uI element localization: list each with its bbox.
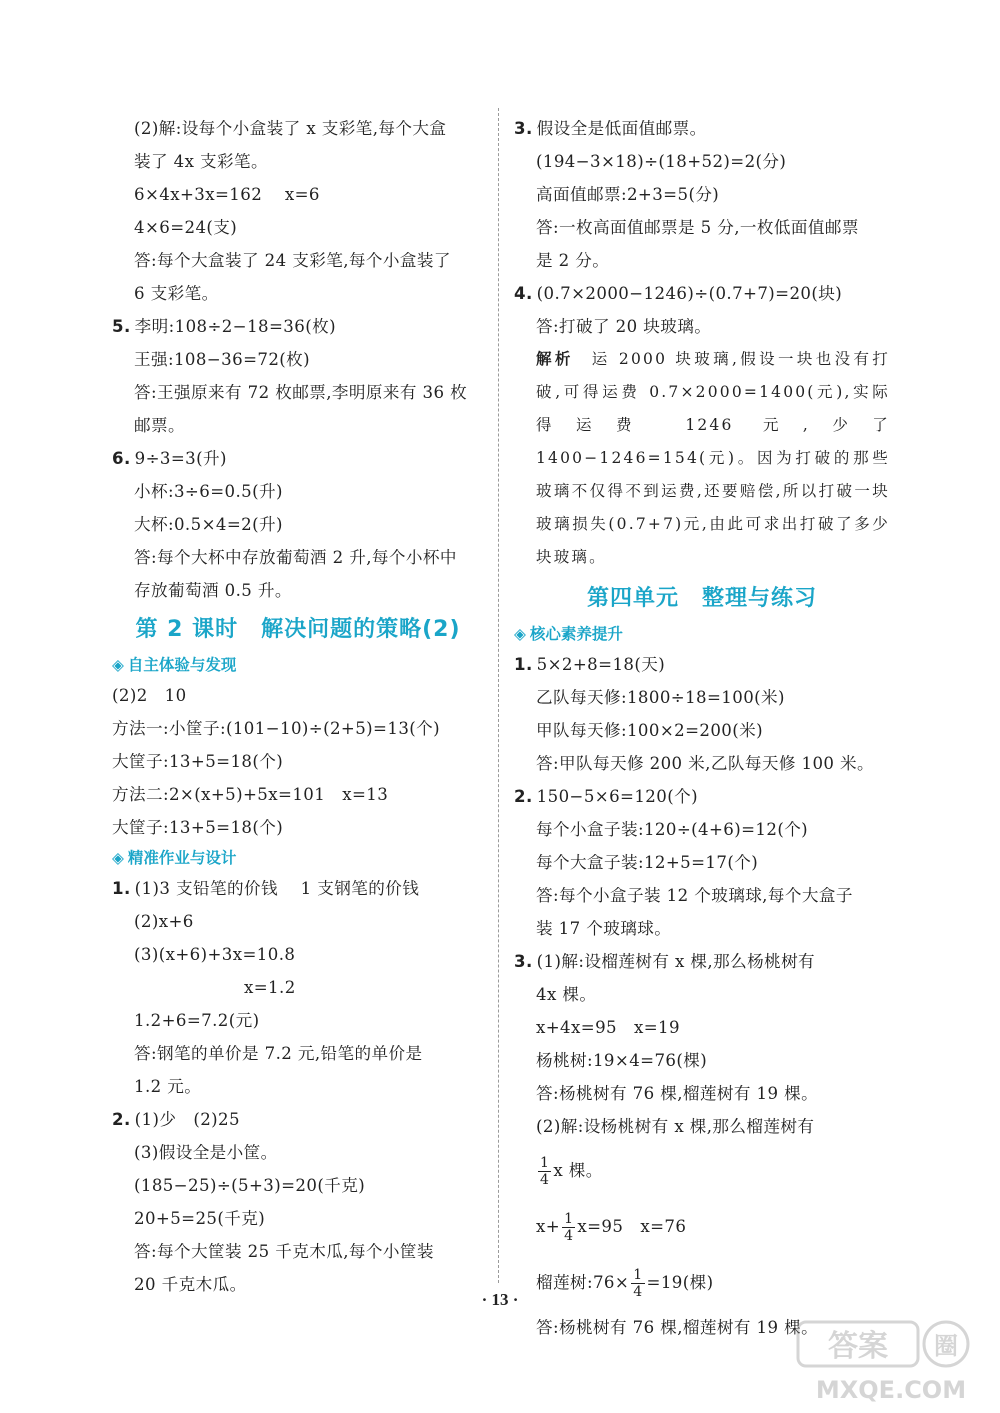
- question-number: 3.: [514, 952, 533, 971]
- answer-line: 答:杨桃树有 76 棵,榴莲树有 19 棵。: [536, 1084, 819, 1103]
- question-5: [112, 310, 484, 343]
- fraction-denominator: 4: [633, 1284, 643, 1300]
- fraction-numerator: 1: [564, 1211, 574, 1227]
- answer-line: (1)解:设榴莲树有 x 棵,那么杨桃树有: [536, 952, 816, 971]
- answer-line: 小杯:3÷6=0.5(升): [134, 482, 283, 501]
- answer-line: 王强:108−36=72(枚): [134, 350, 311, 369]
- svg-text:答案: 答案: [828, 1329, 888, 1364]
- answer-line: (185−25)÷(5+3)=20(千克): [134, 1176, 366, 1195]
- answer-line: (2)解:设每个小盒装了 x 支彩笔,每个大盒: [134, 119, 447, 138]
- answer-line: 答:每个大杯中存放葡萄酒 2 升,每个小杯中: [134, 548, 457, 567]
- answer-line: 150−5×6=120(个): [536, 787, 698, 806]
- fraction: [538, 1155, 551, 1188]
- unit-question-2: [514, 780, 890, 813]
- answer-line: 高面值邮票:2+3=5(分): [536, 185, 720, 204]
- fraction-numerator: 1: [633, 1267, 643, 1283]
- answer-line: 6×4x+3x=162 x=6: [134, 185, 320, 204]
- section-heading: [112, 844, 484, 872]
- left-column: [112, 112, 484, 1301]
- fraction-denominator: 4: [564, 1228, 574, 1244]
- answer-line: 是 2 分。: [536, 251, 610, 270]
- answer-line: 邮票。: [134, 416, 185, 435]
- answer-line: (3)(x+6)+3x=10.8: [134, 945, 296, 964]
- answer-line: 答:每个大筐装 25 千克木瓜,每个小筐装: [134, 1242, 434, 1261]
- question-number: 1.: [112, 879, 131, 898]
- answer-line: 答:每个大盒装了 24 支彩笔,每个小盒装了: [134, 251, 451, 270]
- equation-part: x+: [536, 1217, 561, 1236]
- answer-line: (2)2 10: [112, 686, 187, 705]
- column-divider: [498, 108, 499, 1283]
- answer-line: x+4x=95 x=19: [536, 1018, 680, 1037]
- question-number: 5.: [112, 317, 131, 336]
- answer-line: x 棵。: [553, 1161, 603, 1180]
- answer-line: (2)解:设杨桃树有 x 棵,那么榴莲树有: [536, 1117, 815, 1136]
- question-number: 1.: [514, 655, 533, 674]
- answer-line: 6 支彩笔。: [134, 284, 219, 303]
- answer-line: 答:杨桃树有 76 棵,榴莲树有 19 棵。: [536, 1318, 819, 1337]
- question-number: 4.: [514, 284, 533, 303]
- answer-line: 答:甲队每天修 200 米,乙队每天修 100 米。: [536, 754, 875, 773]
- diamond-icon: ◈: [112, 849, 124, 867]
- answer-line: 大杯:0.5×4=2(升): [134, 515, 283, 534]
- right-column: [514, 112, 890, 1344]
- svg-text:MXQE.COM: MXQE.COM: [815, 1376, 967, 1404]
- fraction: [562, 1211, 575, 1244]
- answer-line: (1)3 支铅笔的价钱 1 支钢笔的价钱: [134, 879, 420, 898]
- equation-part: =19(棵): [646, 1273, 714, 1292]
- question-number: 3.: [514, 119, 533, 138]
- answer-line: 20 千克木瓜。: [134, 1275, 247, 1294]
- section-heading-label: 精准作业与设计: [127, 849, 237, 867]
- fraction-numerator: 1: [540, 1155, 550, 1171]
- watermark-logo: [796, 1318, 986, 1406]
- question-3: [514, 112, 890, 145]
- answer-line: 方法一:小筐子:(101−10)÷(2+5)=13(个): [112, 719, 441, 738]
- question-6: [112, 442, 484, 475]
- unit-question-3: [514, 945, 890, 978]
- answer-line: (3)假设全是小筐。: [134, 1143, 278, 1162]
- answer-line: x=1.2: [244, 978, 296, 997]
- answer-line: 装了 4x 支彩笔。: [134, 152, 269, 171]
- unit-question-1: [514, 648, 890, 681]
- answer-line: 答:钢笔的单价是 7.2 元,铅笔的单价是: [134, 1044, 423, 1063]
- answer-line: 乙队每天修:1800÷18=100(米): [536, 688, 785, 707]
- analysis-block: [514, 343, 890, 574]
- fraction-line: [514, 1143, 890, 1199]
- answer-line: (0.7×2000−1246)÷(0.7+7)=20(块): [536, 284, 843, 303]
- question-number: 2.: [514, 787, 533, 806]
- unit-title: 第四单元 整理与练习: [586, 586, 817, 611]
- answer-line: (1)少 (2)25: [134, 1110, 240, 1129]
- answer-line: 方法二:2×(x+5)+5x=101 x=13: [112, 785, 389, 804]
- answer-line: 5×2+8=18(天): [536, 655, 666, 674]
- answer-line: 杨桃树:19×4=76(棵): [536, 1051, 708, 1070]
- lesson-title: 第 2 课时 解决问题的策略(2): [135, 617, 461, 642]
- section-heading: [514, 620, 890, 648]
- diamond-icon: ◈: [514, 625, 526, 643]
- section-heading: [112, 651, 484, 679]
- answer-line: 答:每个小盒子装 12 个玻璃球,每个大盒子: [536, 886, 853, 905]
- page-number: · 13 ·: [481, 1290, 519, 1309]
- answer-line: 每个小盒子装:120÷(4+6)=12(个): [536, 820, 809, 839]
- answer-line: 20+5=25(千克): [134, 1209, 266, 1228]
- svg-text:圈: 圈: [934, 1332, 958, 1360]
- answer-line: 1.2 元。: [134, 1077, 202, 1096]
- answer-line: 假设全是低面值邮票。: [536, 119, 707, 138]
- answer-line: 存放葡萄酒 0.5 升。: [134, 581, 292, 600]
- equation-part: 榴莲树:76×: [536, 1273, 630, 1292]
- question-number: 6.: [112, 449, 131, 468]
- answer-line: 李明:108÷2−18=36(枚): [134, 317, 336, 336]
- equation-part: x=95 x=76: [577, 1217, 687, 1236]
- diamond-icon: ◈: [112, 656, 124, 674]
- answer-line: 每个大盒子装:12+5=17(个): [536, 853, 759, 872]
- answer-line: 甲队每天修:100×2=200(米): [536, 721, 764, 740]
- answer-line: 装 17 个玻璃球。: [536, 919, 672, 938]
- analysis-text: 运 2000 块玻璃,假设一块也没有打破,可得运费 0.7×2000=1400(元),实际得运费 1246 元,少了 1400−1246=154(元)。因为打破的那些玻璃不仅得不到运费,还要赔偿,所以打破一块玻璃损失(0.7+7)元,由此可求出打破了多少块玻璃。: [536, 350, 891, 566]
- answer-line: 大筐子:13+5=18(个): [112, 818, 284, 837]
- answer-line: 答:打破了 20 块玻璃。: [536, 317, 712, 336]
- answer-line: 答:王强原来有 72 枚邮票,李明原来有 36 枚: [134, 383, 468, 402]
- section-heading-label: 自主体验与发现: [127, 656, 237, 674]
- answer-line: 大筐子:13+5=18(个): [112, 752, 284, 771]
- question-number: 2.: [112, 1110, 131, 1129]
- fraction-denominator: 4: [540, 1172, 550, 1188]
- answer-line: 答:一枚高面值邮票是 5 分,一枚低面值邮票: [536, 218, 859, 237]
- section-heading-label: 核心素养提升: [529, 625, 623, 643]
- answer-line: 1.2+6=7.2(元): [134, 1011, 260, 1030]
- answer-line: (2)x+6: [134, 912, 194, 931]
- question-4: [514, 277, 890, 310]
- practice-2: [112, 1103, 484, 1136]
- fraction-line: [514, 1199, 890, 1255]
- answer-line: 9÷3=3(升): [134, 449, 227, 468]
- answer-line: (194−3×18)÷(18+52)=2(分): [536, 152, 787, 171]
- answer-line: 4x 棵。: [536, 985, 597, 1004]
- practice-1: [112, 872, 484, 905]
- answer-line: 4×6=24(支): [134, 218, 238, 237]
- analysis-tag: 解析: [536, 350, 574, 368]
